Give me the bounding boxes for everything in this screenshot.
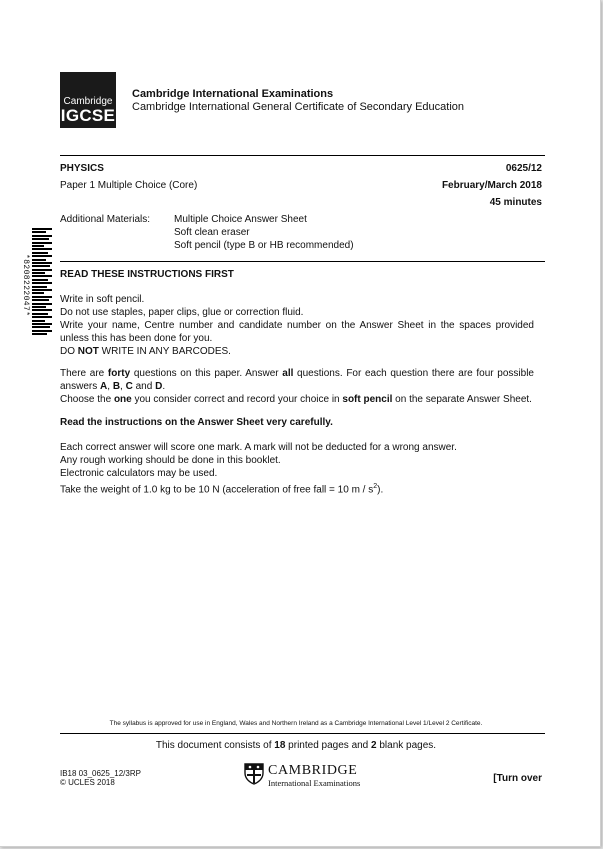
copyright: © UCLES 2018 [60, 778, 115, 787]
materials-list [174, 213, 354, 252]
subject: PHYSICS [60, 163, 104, 174]
instruction-line: DO NOT WRITE IN ANY BARCODES. [60, 346, 231, 357]
certificate-note: The syllabus is approved for use in England, Wales and Northern Ireland as a Cambridge International Level 1/Level 2 Certificate. [109, 720, 483, 727]
paper-title: Paper 1 Multiple Choice (Core) [60, 180, 198, 191]
material-item: Soft pencil (type B or HB recommended) [174, 240, 354, 251]
divider [60, 261, 545, 262]
logo-line1: Cambridge [63, 96, 113, 107]
cambridge-crest-icon [244, 763, 264, 785]
instructions-heading: READ THESE INSTRUCTIONS FIRST [60, 269, 234, 280]
instruction-line: Do not use staples, paper clips, glue or correction fluid. [60, 307, 304, 318]
instruction-line: Write your name, Centre number and candidate number on the Answer Sheet in the spaces provided [60, 320, 534, 331]
material-item: Soft clean eraser [174, 227, 250, 238]
instructions-block-1 [60, 293, 534, 358]
materials-label: Additional Materials: [60, 214, 151, 225]
instruction-line: Take the weight of 1.0 kg to be 10 N (acceleration of free fall = 10 m / $s^2$). [60, 483, 384, 496]
divider [60, 733, 545, 734]
divider [60, 155, 545, 156]
instruction-line: There are forty questions on this paper. Answer all questions. For each question there are four possible [60, 368, 534, 379]
cambridge-sub: International Examinations [268, 778, 361, 788]
session: February/March 2018 [441, 180, 542, 191]
instruction-line: answers A, B, C and D. [60, 381, 166, 392]
page-count-note: This document consists of 18 printed pages and 2 blank pages. [155, 740, 437, 751]
document-reference: IB18 03_0625_12/3RP [60, 769, 141, 778]
instruction-line: unless this has been done for you. [60, 333, 213, 344]
instructions-block-2 [60, 367, 534, 406]
instruction-line: Choose the one you consider correct and record your choice in soft pencil on the separate Answer Sheet. [60, 394, 532, 405]
duration: 45 minutes [489, 197, 542, 208]
barcode [20, 226, 54, 344]
exam-board: Cambridge International Examinations [132, 88, 334, 100]
material-item: Multiple Choice Answer Sheet [174, 214, 307, 225]
instructions-block-4 [60, 441, 534, 496]
instruction-line: Electronic calculators may be used. [60, 468, 218, 479]
turn-over: [Turn over [493, 773, 542, 784]
instruction-line: Any rough working should be done in this booklet. [60, 455, 281, 466]
instruction-line: Each correct answer will score one mark. A mark will not be deducted for a wrong answer. [60, 442, 457, 453]
instruction-line: Write in soft pencil. [60, 294, 145, 305]
instructions-block-3: Read the instructions on the Answer Sheet very carefully. [60, 417, 333, 428]
cambridge-name: CAMBRIDGE [268, 763, 358, 778]
cambridge-igcse-logo [60, 72, 116, 128]
cambridge-wordmark [268, 763, 360, 788]
barcode-bars [32, 228, 52, 340]
paper-code: 0625/12 [505, 163, 542, 174]
qualification: Cambridge International General Certificate of Secondary Education [132, 101, 465, 113]
barcode-digits: *8208222047* [21, 253, 30, 317]
logo-line2: IGCSE [60, 106, 116, 125]
